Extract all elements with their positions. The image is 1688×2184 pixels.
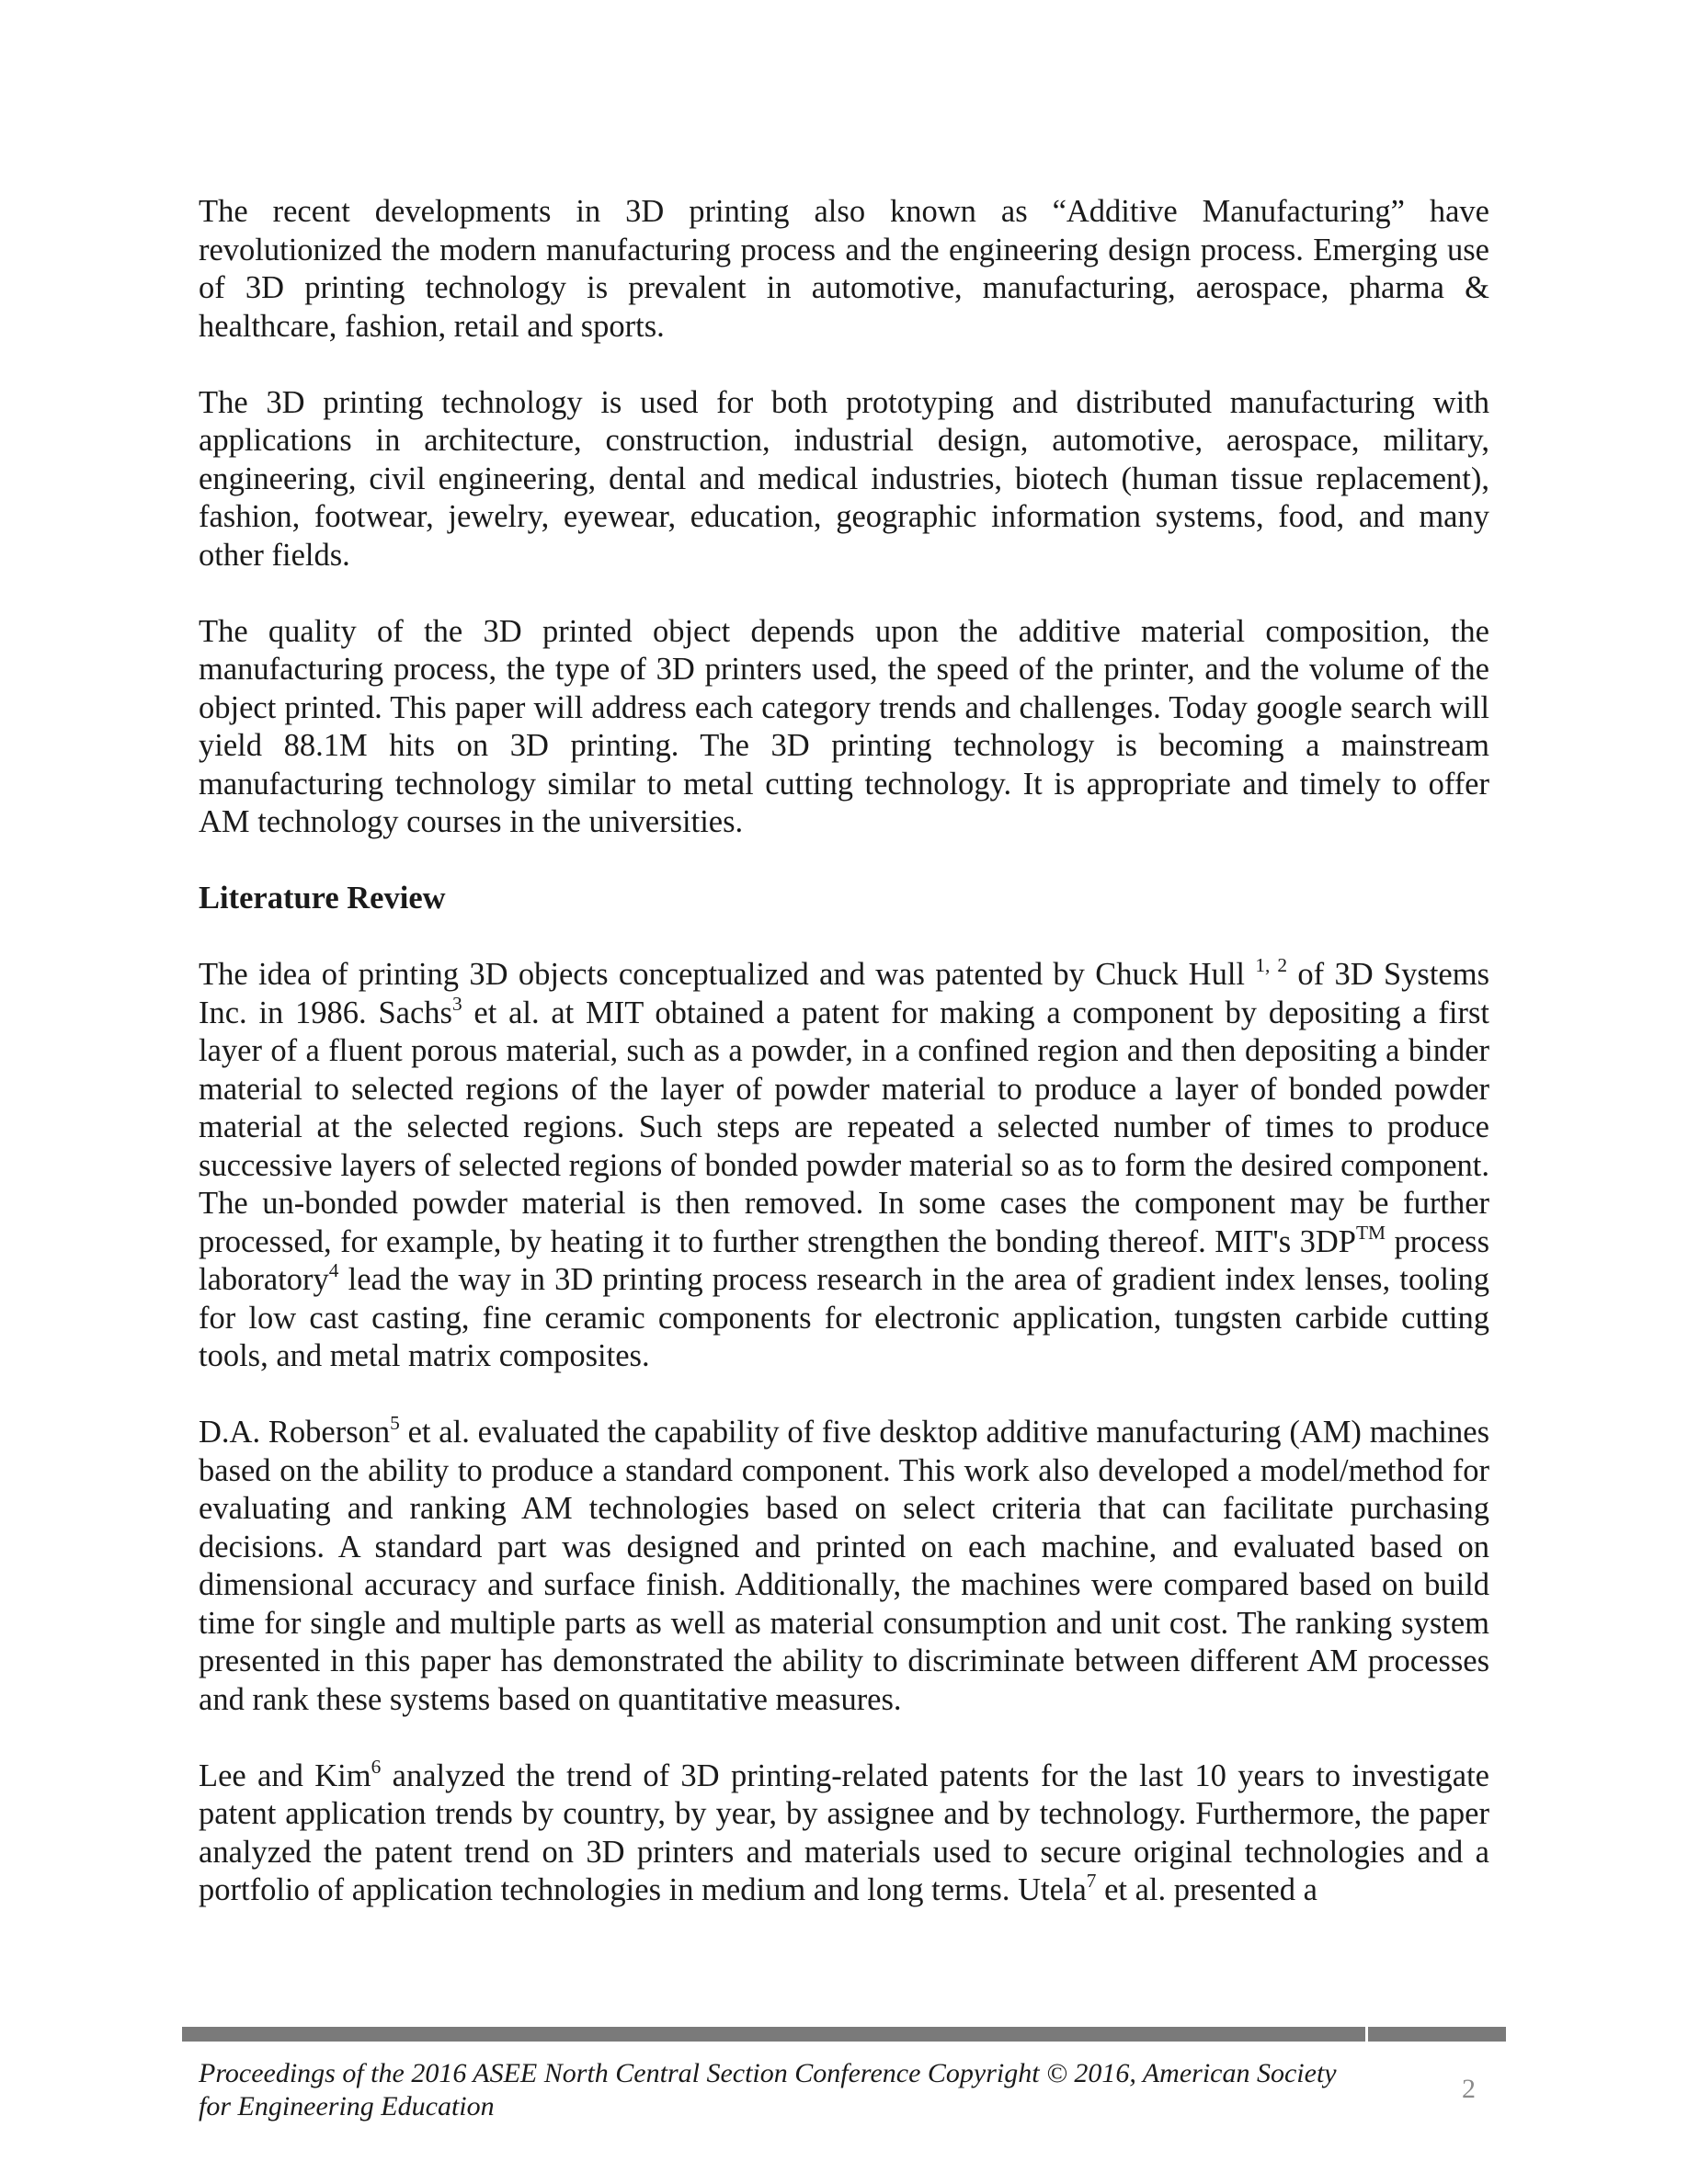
paragraph-quality: The quality of the 3D printed object depends upon the additive material composition, the manufacturing process, the type of 3D printers used, the speed of the printer, and the volume of the object printed. This paper will address each category trends and challenges. Today google search will yield 88.1M hits on 3D printing. The 3D printing technology is becoming a mainstream manufacturing technology similar to metal cutting technology. It is appropriate and timely to offer AM technology courses in the universities. [199, 613, 1489, 839]
citation-superscript: 7 [1086, 1870, 1097, 1893]
trademark-superscript: TM [1355, 1221, 1386, 1244]
text-run: et al. at MIT obtained a patent for making a component by depositing a first layer of a fluent porous material, such as a powder, in a confined region and then depositing a binder material to selected regions of the layer of powder material to produce a layer of bonded powder material at the selected regions. Such steps are repeated a selected number of times to produce successive layers of selected regions of bonded powder material so as to form the desired component. The un-bonded powder material is then removed. In some cases the component may be further processed, for example, by heating it to further strengthen the bonding thereof. MIT's 3DP [199, 995, 1489, 1259]
citation-superscript: 4 [328, 1259, 339, 1282]
text-run: D.A. Roberson [199, 1415, 391, 1450]
citation-superscript: 5 [390, 1412, 400, 1435]
paragraph-history [199, 956, 1489, 1376]
footer-divider-notch [1365, 2027, 1368, 2042]
paragraph-roberson [199, 1414, 1489, 1719]
footer-line-2: for Engineering Education [199, 2091, 495, 2121]
text-run: The idea of printing 3D objects conceptualized and was patented by Chuck Hull [199, 957, 1256, 992]
text-run: et al. evaluated the capability of five desktop additive manufacturing (AM) machines based on the ability to produce a standard component. This work also developed a model/method for evaluating and ranking AM technologies based on select criteria that can facilitate purchasing decisions. A standard part was designed and printed on each machine, and evaluated based on dimensional accuracy and surface finish. Additionally, the machines were compared based on build time for single and multiple parts as well as material consumption and unit cost. The ranking system presented in this paper has demonstrated the ability to discriminate between different AM processes and rank these systems based on quantitative measures. [199, 1415, 1489, 1717]
text-run: Lee and Kim [199, 1757, 371, 1793]
paragraph-intro: The recent developments in 3D printing also known as “Additive Manufacturing” have revolutionized the modern manufacturing process and the engineering design process. Emerging use of 3D printing technology is prevalent in automotive, manufacturing, aerospace, pharma & healthcare, fashion, retail and sports. [199, 194, 1489, 344]
section-heading-literature-review: Literature Review [199, 881, 446, 916]
text-run: et al. presented a [1096, 1872, 1317, 1907]
paragraph-lee-kim [199, 1757, 1489, 1910]
footer-divider [182, 2027, 1506, 2042]
footer-line-1: Proceedings of the 2016 ASEE North Central Section Conference Copyright © 2016, American Society [199, 2058, 1337, 2088]
text-run: of 3D Systems Inc. in 1986. Sachs [199, 957, 1489, 1030]
body-text [199, 193, 1489, 1910]
paragraph-applications: The 3D printing technology is used for both prototyping and distributed manufacturing with applications in architecture, construction, industrial design, automotive, aerospace, military, engineering, civil engineering, dental and medical industries, biotech (human tissue replacement), fashion, footwear, jewelry, eyewear, education, geographic information systems, food, and many other fields. [199, 384, 1489, 573]
citation-superscript: 6 [371, 1755, 382, 1778]
citation-superscript: 1, 2 [1255, 954, 1288, 977]
text-run: lead the way in 3D printing process research in the area of gradient index lenses, tooling for low cast casting, fine ceramic components for electronic application, tungsten carbide cutting tools, and metal matrix composites. [199, 1262, 1489, 1373]
footer-citation [199, 2057, 1385, 2123]
text-run: process laboratory [199, 1223, 1489, 1297]
text-run: analyzed the trend of 3D printing-related patents for the last 10 years to investigate patent application trends by country, by year, by assignee and by technology. Furthermore, the paper analyzed the patent trend on 3D printers and materials used to secure original technologies and a portfolio of application technologies in medium and long terms. Utela [199, 1757, 1489, 1907]
page-number: 2 [1462, 2074, 1476, 2104]
citation-superscript: 3 [451, 992, 462, 1015]
